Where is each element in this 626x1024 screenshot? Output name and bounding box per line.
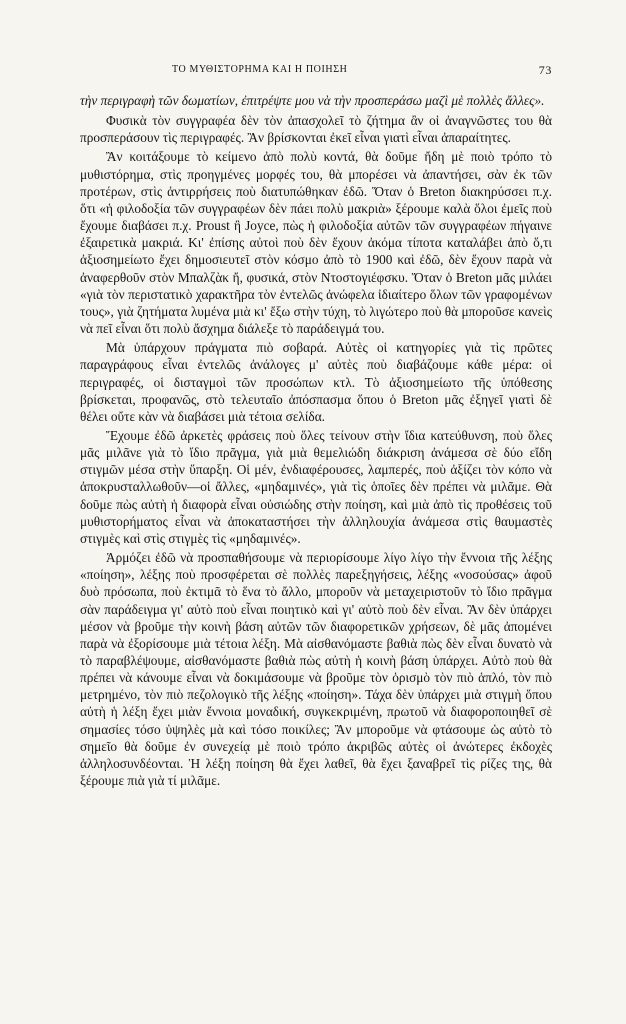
paragraph: Ἁρμόζει ἐδῶ νὰ προσπαθήσουμε νὰ περιορίσουμε λίγο λίγο τὴν ἔννοια τῆς λέξης «ποίηση», λέξης ποὺ προσφέρεται σὲ πολλὲς παρεξηγήσεις, λέξης «νοσούσας» ἀφοῦ δυὸ πρόσωπα, ποὺ ἐκτιμᾶ τὸ ἕνα τὸ ἄλλο, μποροῦν νὰ μεταχειριστοῦν τὸ ἴδιο πρᾶγμα σὰν παράδειγμα γι' αὐτὸ ποὺ εἶναι ποιητικὸ καὶ γι' αὐτὸ ποὺ δὲν εἶναι. Ἂν δὲν ὑπάρχει μέσον νὰ βροῦμε τὴν κοινὴ βάση αὐτῶν τῶν διαφορετικῶν χρήσεων, δὲ μᾶς ἀπομένει παρὰ νὰ ἐξορίσουμε μιὰ τέτοια λέξη. Μὰ αἰσθανόμαστε βαθιὰ πὼς δὲν εἶναι δυνατὸ νὰ τὸ παραβλέψουμε, αἰσθανόμαστε βαθιὰ πὼς αὐτὴ ἡ κοινὴ βάση ὑπάρχει. Αὐτὸ ποὺ θὰ πρέπει νὰ κάνουμε εἶναι νὰ δοκιμάσουμε νὰ βροῦμε τὸν ὁρισμὸ τὸν πιὸ ἁπλό, τὸν πιὸ μετρημένο, τὸν πιὸ πεζολογικὸ τῆς λέξης «ποίηση». Τάχα δὲν ὑπάρχει μιὰ στιγμὴ ὅπου αὐτὴ ἡ λέξη ἔχει μιὰν ἔννοια μοναδική, συγκεκριμένη, πρωτοῦ νὰ διαφοροποιηθεῖ σὲ σημασίες τόσο ὑψηλὲς μὰ καὶ τόσο ποικίλες; Ἂν μποροῦμε νὰ φτάσουμε ὡς αὐτὸ τὸ σημεῖο θὰ δοῦμε ἐν συνεχείᾳ μὲ ποιὸ τρόπο ἀκριβῶς αὐτὲς οἱ ἀνώτερες ἐκδοχὲς ἀλληλοσυνδέονται. Ἡ λέξη ποίηση θὰ ἔχει λαθεῖ, θὰ ἔχει ξαναβρεῖ τὶς ρίζες της, θὰ ξέρουμε πιὰ γιὰ τί μιλᾶμε. [80, 550, 552, 789]
paragraph: Ἔχουμε ἐδῶ ἀρκετὲς φράσεις ποὺ ὅλες τείνουν στὴν ἴδια κατεύθυνση, ποὺ ὅλες μᾶς μιλᾶνε γιὰ τὸ ἴδιο πρᾶγμα, γιὰ μιὰ θεμελιώδη διάκριση ἀνάμεσα σὲ δύο εἴδη στιγμῶν μέσα στὴν ὕπαρξη. Οἱ μέν, ἐνδιαφέρουσες, λαμπερές, ποὺ ἀξίζει τὸν κόπο νὰ ἀποκρυσταλλωθοῦν—οἱ ἄλλες, «μηδαμινές», γιὰ τὶς ὁποῖες δὲν πρέπει νὰ μιλᾶμε. Θὰ δοῦμε πὼς αὐτὴ ἡ διαφορὰ εἶναι οὐσιώδης στὴν ποίηση, καὶ μιὰ ἀπὸ τὶς προθέσεις τοῦ μυθιστορήματος εἶναι νὰ ἀποκαταστήσει τὴν ἀλληλουχία ἀνάμεσα στὶς θαυμαστὲς στιγμὲς καὶ στὶς στιγμὲς τὶς «μηδαμινές». [80, 427, 552, 546]
page-number: 73 [538, 63, 552, 77]
paragraph: Μὰ ὑπάρχουν πράγματα πιὸ σοβαρά. Αὐτὲς οἱ κατηγορίες γιὰ τὶς πρῶτες παραγράφους εἶναι ἐντελῶς ἀνάλογες μ' αὐτὲς ποὺ διαβάζουμε κάθε μέρα: οἱ περιγραφές, οἱ δισταγμοὶ τῶν προσώπων κτλ. Τὸ ἀξιοσημείωτο τῆς ὑπόθεσης βρίσκεται, προφανῶς, στὸ τελευταῖο ἀπόσπασμα ὅπου ὁ Breton μᾶς ἐξηγεῖ γιατὶ δὲ θέλει οὔτε κὰν νὰ διαβάσει μιὰ τέτοια σελίδα. [80, 340, 552, 424]
paragraph: Φυσικὰ τὸν συγγραφέα δὲν τὸν ἀπασχολεῖ τὸ ζήτημα ἂν οἱ ἀναγνῶστες του θὰ προσπεράσουν τὶς περιγραφές. Ἂν βρίσκονται ἐκεῖ εἶναι γιατὶ εἶναι ἀπαραίτητες. [80, 113, 552, 146]
body-text [80, 92, 552, 791]
running-title: ΤΟ ΜΥΘΙΣΤΟΡΗΜΑ ΚΑΙ Η ΠΟΙΗΣΗ [172, 64, 348, 75]
paragraph: Ἂν κοιτάξουμε τὸ κείμενο ἀπὸ πολὺ κοντά, θὰ δοῦμε ἤδη μὲ ποιὸ τρόπο τὸ μυθιστόρημα, στὶς προηγμένες μορφές του, θὰ μπορέσει νὰ ἀπαντήσει, σὰν ἐκ τῶν προτέρων, στὶς ἀντιρρήσεις ποὺ διατυπώθηκαν ἐδῶ. Ὅταν ὁ Breton διακηρύσσει π.χ. ὅτι «ἡ φιλοδοξία τῶν συγγραφέων δὲν πάει πολὺ μακριὰ» ξέρουμε καλὰ ὅλοι ἐμεῖς ποὺ ἔχουμε διαβάσει π.χ. Proust ἢ Joyce, πὼς ἡ φιλοδοξία αὐτῶν τῶν συγγραφέων πήγαινε ἐξαιρετικὰ μακριά. Κι' ἐπίσης αὐτοὶ ποὺ δὲν ἔχουν ἀκόμα τίποτα καταλάβει ἀπὸ ὅ,τι ἀξιοσημείωτο ἔχει δημοσιευτεῖ στὸν κόσμο ἀπὸ τὸ 1900 καὶ ἐδῶ, δὲν ἔχουν παρὰ νὰ ἀναφερθοῦν στὸν Μπαλζὰκ ἤ, φυσικά, στὸν Ντοστογιέφσκυ. Ὅταν ὁ Breton μᾶς μιλάει «γιὰ τὸν περιστατικὸ χαρακτῆρα τὸν ἐντελῶς ἀνώφελα ἰδιαίτερο ὅλων τῶν γραφομένων τους», γιὰ ζητήματα λυμένα μιὰ κι' ἔξω στὴν τύχη, τὸ λιγώτερο ποὺ θὰ μποροῦσε κανεὶς νὰ πεῖ εἶναι ὅτι πολὺ ἄσχημα διάλεξε τὸ παράδειγμά του. [80, 149, 552, 337]
paragraph-continued: τὴν περιγραφὴ τῶν δωματίων, ἐπιτρέψτε μου νὰ τὴν προσπεράσω μαζὶ μὲ πολλὲς ἄλλες». [80, 93, 545, 108]
